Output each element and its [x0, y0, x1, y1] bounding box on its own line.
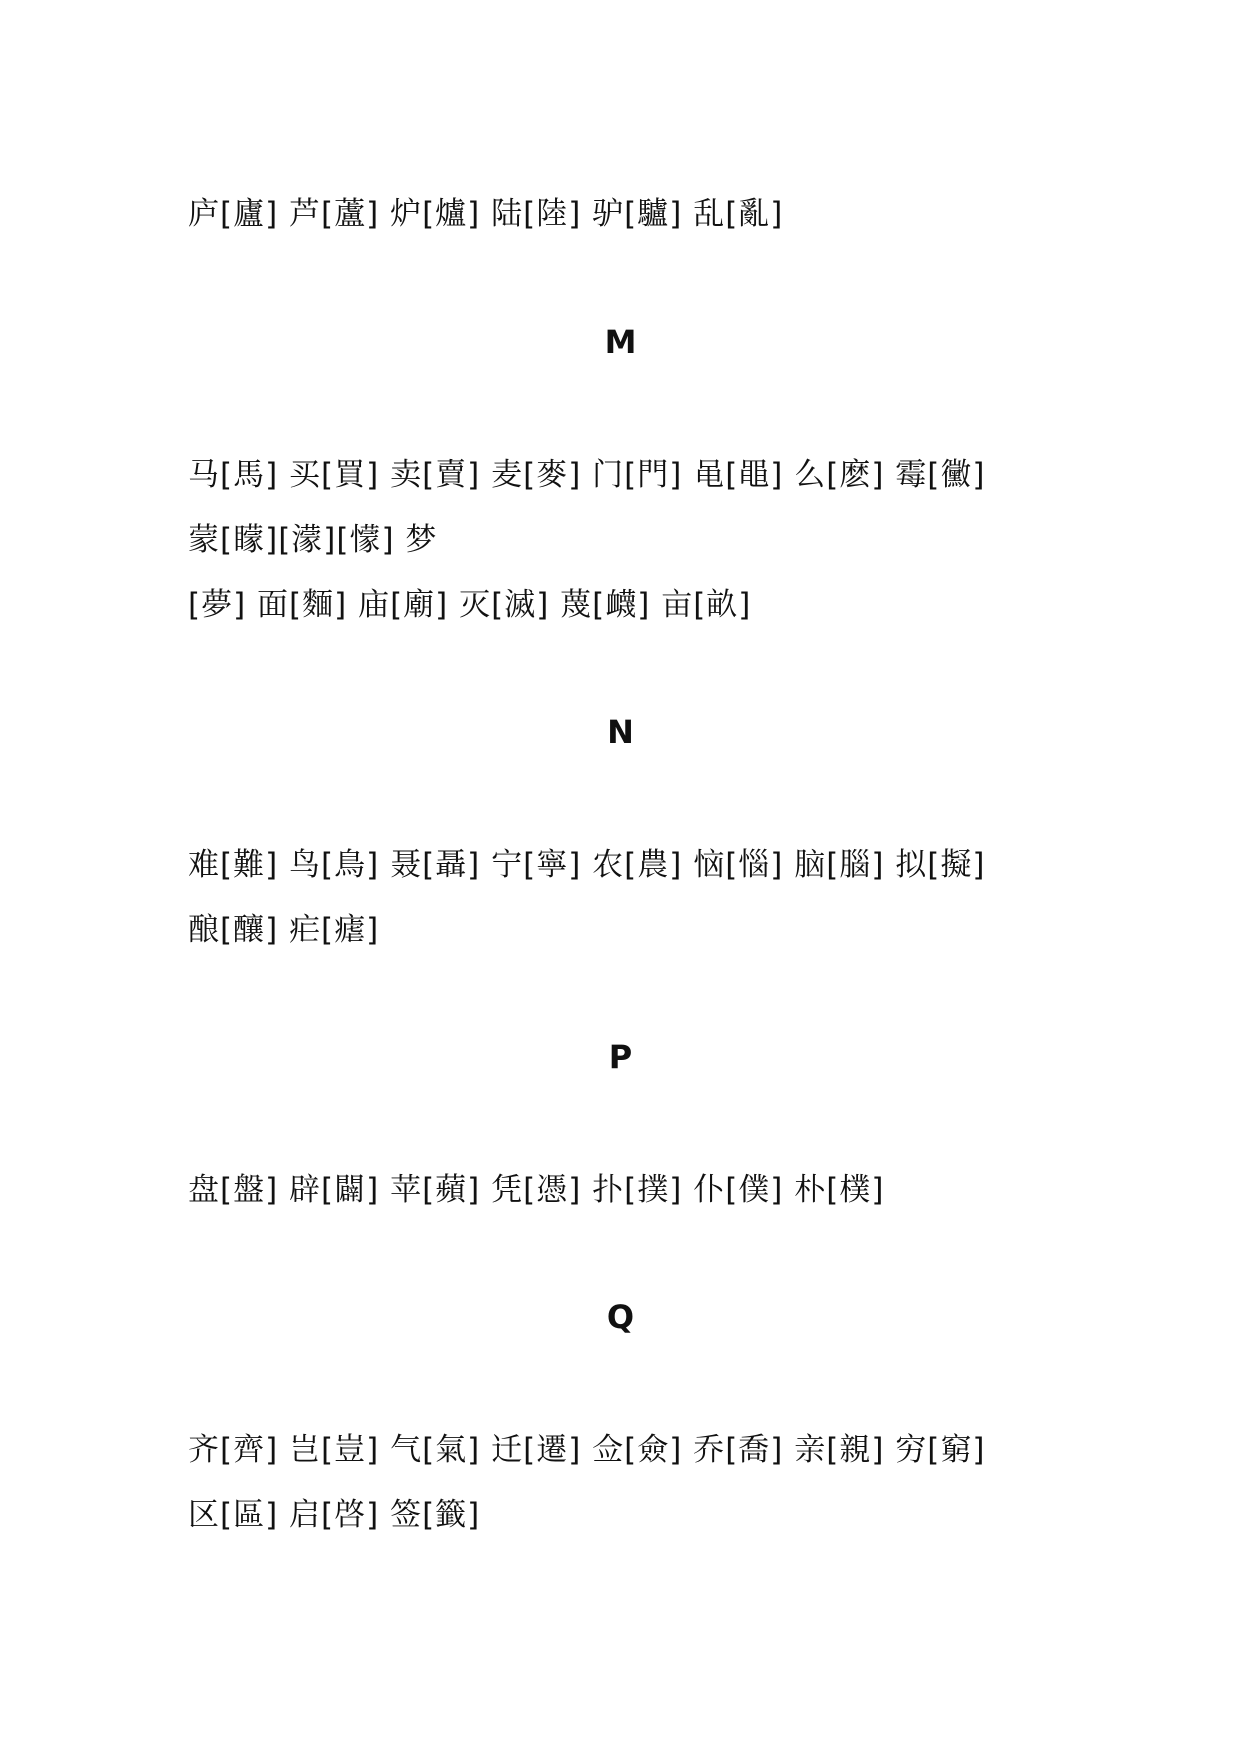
- q-section-line-1: 齐[齊] 岂[豈] 气[氣] 迁[遷] 佥[僉] 乔[喬] 亲[親] 穷[窮]: [188, 1432, 986, 1468]
- n-section-line-1: 难[難] 鸟[鳥] 聂[聶] 宁[寧] 农[農] 恼[惱] 脑[腦] 拟[擬]: [188, 847, 986, 883]
- section-heading-p: P: [608, 1038, 633, 1076]
- l-section-line-1: 庐[廬] 芦[蘆] 炉[爐] 陆[陸] 驴[驢] 乱[亂]: [188, 196, 784, 232]
- m-section-line-3: [夢] 面[麵] 庙[廟] 灭[滅] 蔑[衊] 亩[畝]: [188, 587, 752, 623]
- n-section-line-2: 酿[釀] 疟[瘧]: [188, 912, 380, 948]
- section-heading-m: M: [604, 323, 637, 361]
- section-heading-n: N: [607, 713, 634, 751]
- q-section-line-2: 区[區] 启[啓] 签[籤]: [188, 1497, 481, 1533]
- section-heading-q: Q: [606, 1298, 635, 1336]
- m-section-line-1: 马[馬] 买[買] 卖[賣] 麦[麥] 门[門] 黾[黽] 么[麽] 霉[黴]: [188, 457, 986, 493]
- m-section-line-2: 蒙[矇][濛][懞] 梦: [188, 522, 438, 558]
- p-section-line-1: 盘[盤] 辟[闢] 苹[蘋] 凭[憑] 扑[撲] 仆[僕] 朴[樸]: [188, 1172, 885, 1208]
